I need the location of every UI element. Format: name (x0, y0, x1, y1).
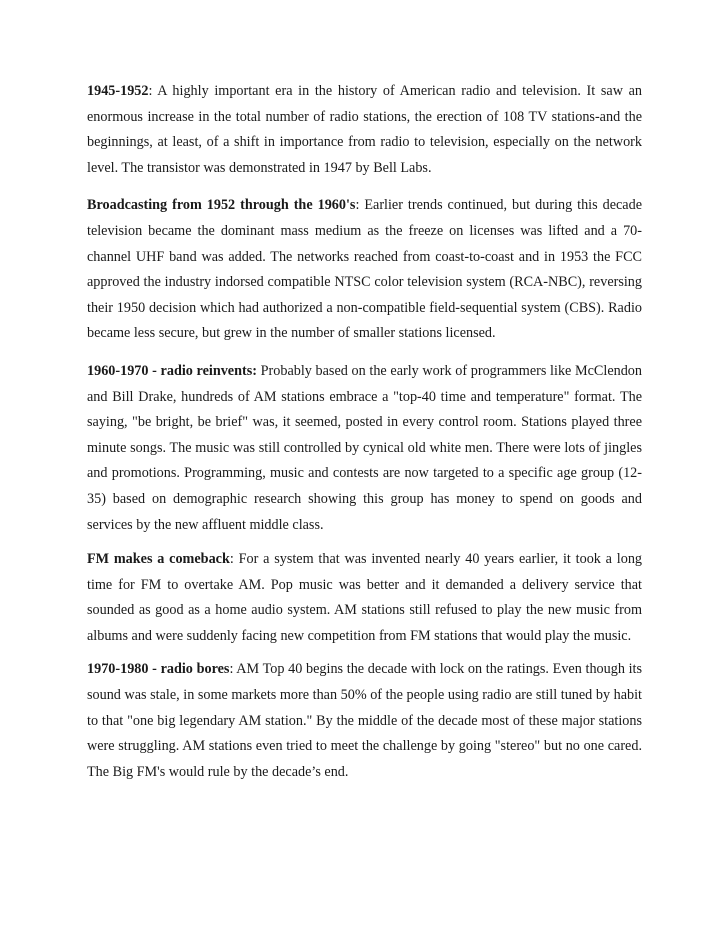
paragraph-text: : Earlier trends continued, but during this decade television became the dominant mass medium as the freeze on licenses was lifted and a 70-channel UHF band was added. The networks reached from coast-to-coast and in 1953 the FCC approved the industry indorsed compatible NTSC color television system (RCA-NBC), reversing their 1950 decision which had authorized a non-compatible field-sequential system (CBS). Radio became less secure, but grew in the number of smaller stations licensed. (87, 197, 642, 342)
paragraph-heading: 1960-1970 - radio reinvents: (87, 362, 257, 379)
paragraph-1970-1980 (87, 657, 642, 785)
paragraph-1945-1952 (87, 79, 642, 181)
paragraph-broadcasting-1952-1960s (87, 193, 642, 347)
paragraph-text: : AM Top 40 begins the decade with lock on the ratings. Even though its sound was stale, in some markets more than 50% of the people using radio are still tuned by habit to that "one big legendary AM station." By the middle of the decade most of these major stations were struggling. AM stations even tried to meet the challenge by going "stereo" but no one cared. The Big FM's would rule by the decade’s end. (87, 661, 643, 780)
paragraph-text: Probably based on the early work of programmers like McClendon and Bill Drake, hundreds of AM stations embrace a "top-40 time and temperature" format. The saying, "be bright, be brief" was, it seemed, posted in every control room. Stations played three minute songs. The music was still controlled by cynical old white men. There were lots of jingles and promotions. Programming, music and contests are now targeted to a specific age group (12-35) based on demographic research showing this group has money to spend on goods and services by the new affluent middle class. (87, 362, 642, 533)
paragraph-text: : A highly important era in the history of American radio and television. It saw an enormous increase in the total number of radio stations, the erection of 108 TV stations-and the beginnings, at least, of a shift in importance from radio to television, especially on the network level. The transistor was demonstrated in 1947 by Bell Labs. (87, 83, 642, 176)
paragraph-heading: 1945-1952 (87, 83, 149, 99)
paragraph-1960-1970 (87, 359, 642, 538)
paragraph-text: : For a system that was invented nearly 40 years earlier, it took a long time for FM to overtake AM. Pop music was better and it demanded a delivery service that sounded as good as a home audio system. AM stations still refused to play the new music from albums and were suddenly facing new competition from FM stations that would play the music. (87, 551, 643, 644)
paragraph-heading: FM makes a comeback (87, 551, 230, 568)
paragraph-heading: Broadcasting from 1952 through the 1960's (87, 197, 356, 214)
paragraph-heading: 1970-1980 - radio bores (87, 661, 230, 678)
paragraph-fm-comeback (87, 547, 642, 649)
document-page (87, 79, 642, 785)
